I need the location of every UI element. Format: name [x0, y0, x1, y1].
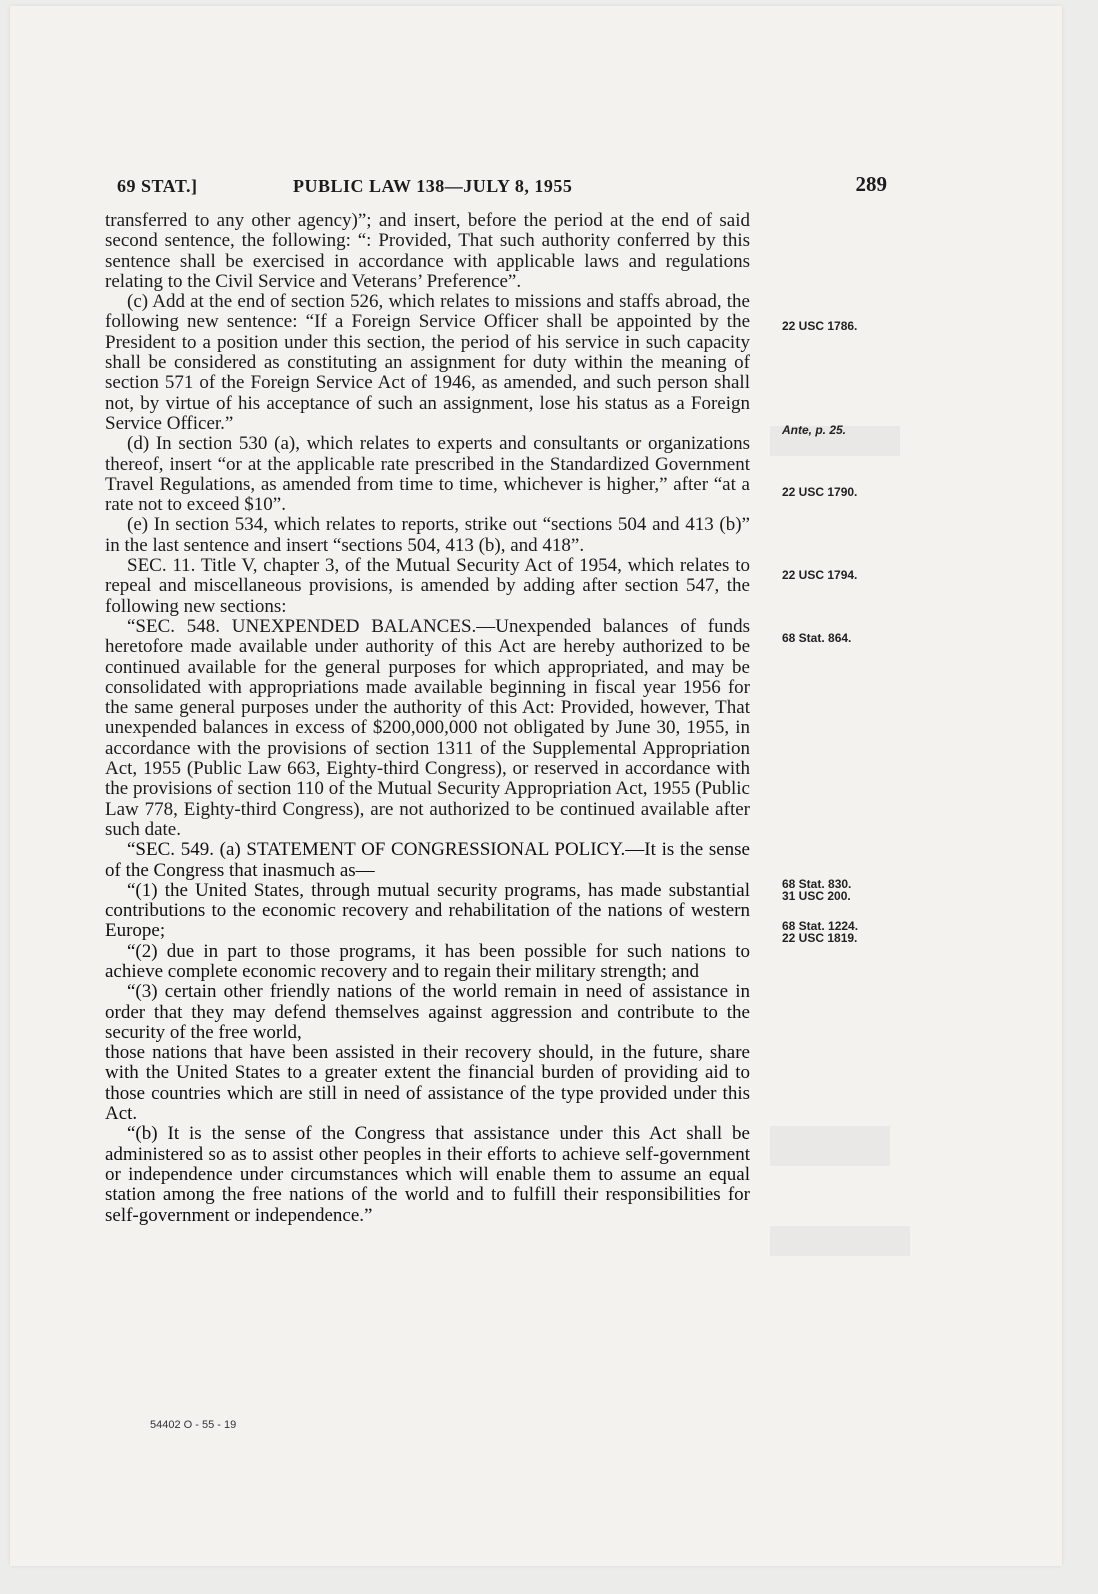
paragraph: “(2) due in part to those programs, it has been possible for such nations to achieve complete economic recovery and to regain their military strength; and [105, 940, 750, 982]
bleed-through-shadow [770, 1126, 890, 1166]
margin-note: 68 Stat. 864. [782, 631, 852, 645]
margin-note: 68 Stat. 1224. [782, 919, 859, 933]
margin-note: 22 USC 1786. [782, 319, 858, 333]
margin-note: 31 USC 200. [782, 889, 851, 903]
paragraph: “(1) the United States, through mutual security programs, has made substantial contributions to the economic recovery and rehabilitation of the nations of western Europe; [105, 879, 750, 942]
paragraph: “SEC. 548. UNEXPENDED BALANCES.—Unexpended balances of funds heretofore made available under authority of this Act are hereby authorized to be continued available for the general purposes for which appropriated, and may be consolidated with appropriations made available beginning in fiscal year 1956 for the same general purposes under the authority of this Act: Provided, however, That unexpended balances in excess of $200,000,000 not obligated by June 30, 1955, in accordance with the provisions of section 1311 of the Supplemental Appropriation Act, 1955 (Public Law 663, Eighty-third Congress), or reserved in accordance with the provisions of section 110 of the Mutual Security Appropriation Act, 1955 (Public Law 778, Eighty-third Congress), are not authorized to be continued available after such date. [105, 615, 750, 840]
margin-note: 22 USC 1790. [782, 485, 858, 499]
paragraph: (e) In section 534, which relates to reports, strike out “sections 504 and 413 (b)” in the last sentence and insert “sections 504, 413 (b), and 418”. [105, 514, 750, 556]
paragraph: “(3) certain other friendly nations of the world remain in need of assistance in order that they may defend themselves against aggression and contribute to the security of the free world, [105, 981, 750, 1043]
statute-volume: 69 STAT.] [117, 176, 198, 196]
paragraph: “(b) It is the sense of the Congress that assistance under this Act shall be administered so as to assist other peoples in their efforts to achieve self-government or independence under circumstances which will enable them to assume an equal station among the free nations of the world and to fulfill their responsibilities for self-government or independence.” [105, 1123, 750, 1226]
paragraph: SEC. 11. Title V, chapter 3, of the Mutual Security Act of 1954, which relates to repeal and miscellaneous provisions, is amended by adding after section 547, the following new sections: [105, 555, 750, 617]
body-text [105, 211, 750, 1226]
print-code: 54402 O - 55 - 19 [150, 1419, 237, 1431]
margin-note: 22 USC 1819. [782, 931, 858, 945]
page-title: PUBLIC LAW 138—JULY 8, 1955 [293, 176, 573, 196]
margin-note: 68 Stat. 830. [782, 877, 852, 891]
page-number: 289 [855, 172, 887, 196]
paragraph: (d) In section 530 (a), which relates to experts and consultants or organizations thereof, insert “or at the applicable rate prescribed in the Standardized Government Travel Regulations, as amended from time to time, whichever is higher,” after “at a rate not to exceed $10”. [105, 433, 750, 516]
document-page [10, 6, 1062, 1566]
paragraph: those nations that have been assisted in their recovery should, in the future, share with the United States to a greater extent the financial burden of providing aid to those countries which are still in need of assistance of the type provided under this Act. [105, 1042, 750, 1125]
page-header [117, 172, 887, 198]
paragraph: (c) Add at the end of section 526, which relates to missions and staffs abroad, the following new sentence: “If a Foreign Service Officer shall be appointed by the President to a position under this section, the period of his service in such capacity shall be considered as constituting an assignment for duty within the meaning of section 571 of the Foreign Service Act of 1946, as amended, and such person shall not, by virtue of his acceptance of such an assignment, lose his status as a Foreign Service Officer.” [105, 291, 750, 434]
paragraph: transferred to any other agency)”; and insert, before the period at the end of said second sentence, the following: “: Provided, That such authority conferred by this sentence shall be exercised in accordance with applicable laws and regulations relating to the Civil Service and Veterans’ Preference”. [105, 210, 750, 292]
margin-note: Ante, p. 25. [782, 423, 847, 437]
paragraph: “SEC. 549. (a) STATEMENT OF CONGRESSIONAL POLICY.—It is the sense of the Congress that inasmuch as— [105, 839, 750, 881]
margin-note: 22 USC 1794. [782, 568, 858, 582]
bleed-through-shadow [770, 1226, 910, 1256]
